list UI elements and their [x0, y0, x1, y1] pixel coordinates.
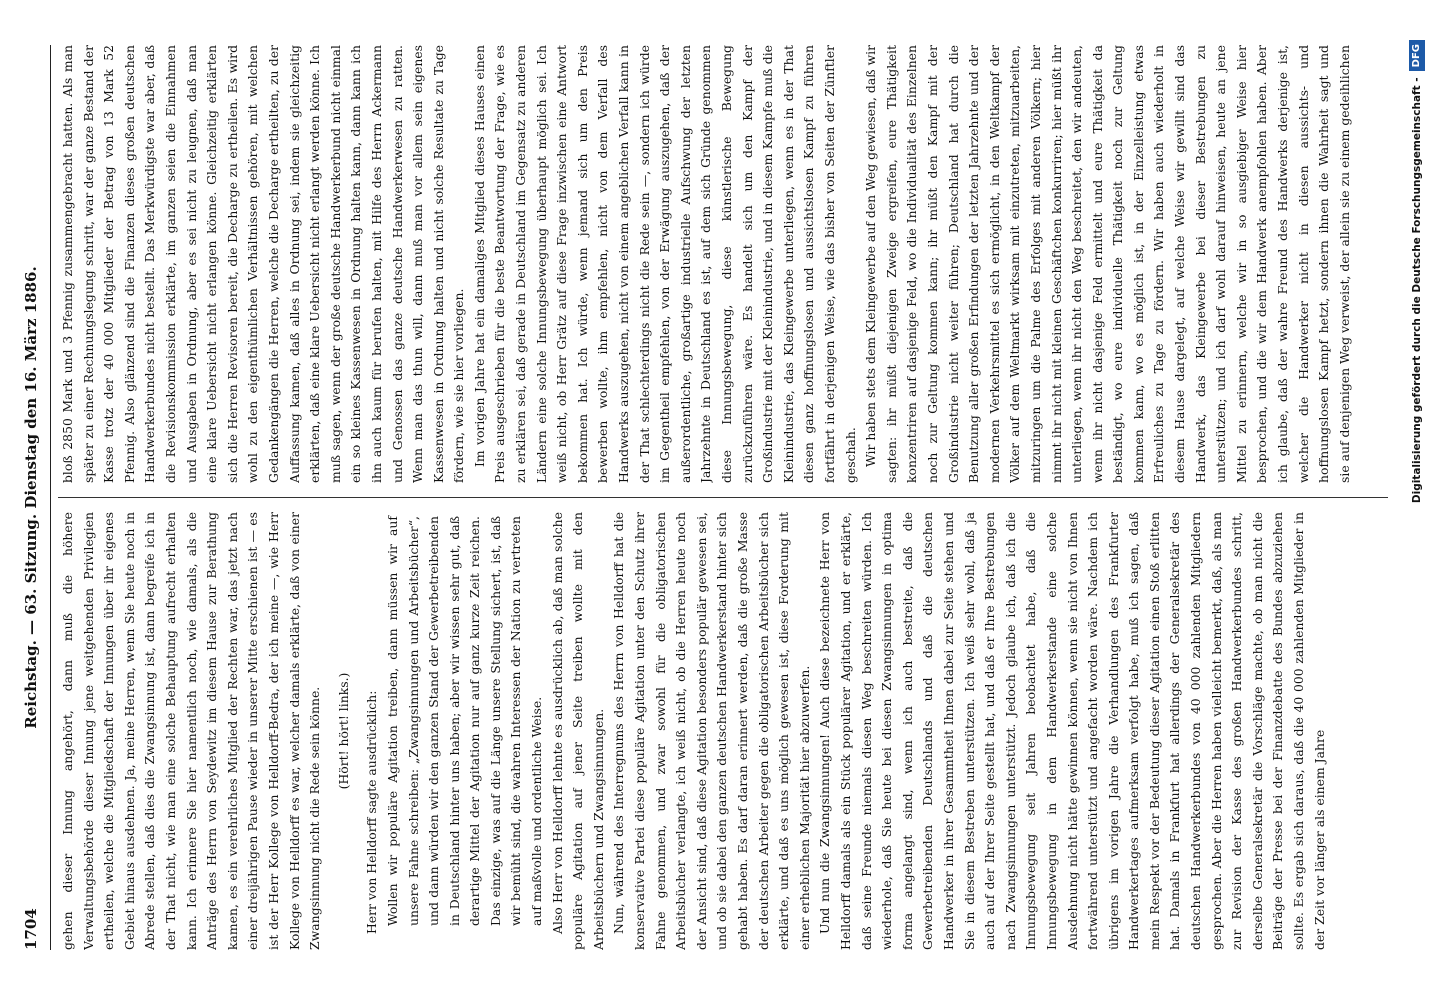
digitization-credit: [1402, 40, 1428, 980]
session-title: Reichstag. — 63. Sitzung. Dienstag den 16. März 1886.: [22, 266, 40, 729]
left-column: [58, 512, 1388, 950]
credit-text: Digitalisierung gefördert durch die Deutsche Forschungsgemeinschaft -: [1411, 77, 1423, 504]
paragraph: Wir haben stets dem Kleingewerbe auf den Weg gewiesen, daß wir sagten: ihr müßt diejenigen Zweige ergreifen, eure Thätigkeit konzentriren auf dasjenige Feld, wo die Individualität des Einzelnen noch zur Geltung kommen kann; ihr müßt den Kampf mit der Großindustrie nicht weiter führen; Deutschland hat durch die Benutzung aller großen Erfindungen der letzten Jahrzehnte und der modernen Verkehrsmittel es sich ermöglicht, in den Weltkampf der Völker auf dem Weltmarkt wirksam mit einzutreten, mitzuarbeiten, mitzuringen um die Palme des Erfolges mit anderen Völkern; hier nimmt ihr nicht mit kleinen Geschäftchen konkurriren; hier müßt ihr unterliegen, wenn ihr nicht den Weg beschreitet, den wir andeuten, wenn ihr nicht dasjenige Feld ermittelt und eure Thätigkeit da beständigt, wo eure individuelle Thätigkeit noch zur Geltung kommen kann, wo es möglich ist, in der Einzelleistung etwas Erfreuliches zu Tage zu fördern. Wir haben auch wiederholt in diesem Hause dargelegt, auf welche Weise wir gewillt sind das Handwerk, das Kleingewerbe bei dieser Bestrebungen zu unterstützen; und ich darf wohl darauf hinweisen, heute an jene Mittel zu erinnern, welche wir in so ausgiebiger Weise hier besprochen, und die wir dem Handwerk anempfohlen haben. Aber ich glaube, daß der wahre Freund des Handwerks derjenige ist, welcher die Handwerker nicht in diesen aussichts- und hoffnungslosen Kampf hetzt, sondern ihnen die Wahrheit sagt und sie auf denjenigen Weg verweist, der allein sie zu einem gedeihlichen: [863, 45, 1352, 483]
document-page: [18, 45, 1388, 950]
paragraph: Und nun die Zwangsinnungen! Auch diese bezeichnete Herr von Helldorff damals als ein Stück populärer Agitation, und er erklärte, daß seine Freunde niemals diesen Weg beschreiten würden. Ich wiederhole, daß Sie heute bei diesen Zwangsinnungen in optima forma angelangt sind, wenn ich auch bestreite, daß die Gewerbetreibenden Deutschlands und daß die deutschen Handwerker in ihrer Gesammtheit Ihnen dabei zur Seite stehen und Sie in diesem Bestreben unterstützen. Ich weiß sehr wohl, daß ja auch auf der Ihrer Seite gestellt hat, und daß er Ihre Bestrebungen nach Zwangsinnungen unterstützt. Jedoch glaube ich, daß ich die Innungsbewegung seit Jahren beobachtet habe, daß die Innungsbewegung in dem Handwerkerstande eine solche Ausdehnung nicht hätte gewinnen können, wenn sie nicht von Ihnen fortwährend unterstützt und angefacht worden wäre. Nachdem ich übrigens im vorigen Jahre die Verhandlungen des Frankfurter Handwerkertages aufmerksam verfolgt habe, muß ich sagen, daß mein Respekt vor der Bedeutung dieser Agitation einen Stoß erlitten hat. Damals in Frankfurt hat allerdings der Generalsekretär des deutschen Handwerkerbundes von 40 000 zahlenden Mitgliedern gesprochen. Aber die Herren haben vielleicht bemerkt, daß, als man zur Revision der Kasse des großen Handwerkerbundes schritt, derselbe Generalsekretär die Vorschläge machte, ob man nicht die Beiträge der Presse bei der Finanzdebatte des Bundes abzuziehen sollte. Es ergab sich daraus, daß die 40 000 zahlenden Mitglieder in der Zeit vor länger als einem Jahre: [817, 512, 1327, 950]
page-number: 1704: [22, 908, 40, 950]
paragraph: Im vorigen Jahre hat ein damaliges Mitglied dieses Hauses einen Preis ausgeschrieben für die beste Beantwortung der Frage, wie es zu erklären sei, daß gerade in Deutschland im Gegensatz zu anderen Ländern eine solche Innungsbewegung überhaupt möglich sei. Ich weiß nicht, ob Herr Grätz auf diese Frage inzwischen eine Antwort bekommen hat. Ich würde, wenn jemand sich um den Preis bewerben wollte, ihm empfehlen, nicht von dem Verfall des Handwerks auszugehen, nicht von einem angeblichen Verfall kann in der That schlechterdings nicht die Rede sein —, sondern ich würde im Gegentheil empfehlen, von der Erwägung auszugehen, daß der außerordentliche, großartige industrielle Aufschwung der letzten Jahrzehnte in Deutschland es ist, auf dem sich Gründe genommen diese Innungsbewegung, diese künstlerische Bewegung zurückzuführen wäre. Es handelt sich um den Kampf der Großindustrie mit der Kleinindustrie, und in diesem Kampfe muß die Kleinindustrie, das Kleingewerbe unterliegen, wenn es in der That diesen ganz hoffnungslosen und aussichtslosen Kampf zu führen fortfährt in derjenigen Weise, wie das bisher von Seiten der Zünftler geschah.: [471, 45, 858, 483]
text-columns: [58, 45, 1388, 950]
paragraph: gehen dieser Innung angehört, dann muß die höhere Verwaltungsbehörde dieser Innung jene weitgehenden Privilegien ertheilen, welche die Mitgliedschaft der Innungen über ihr eigenes Gebiet hinaus ausdehnen. Ja, meine Herren, wenn Sie heute noch in Abrede stellen, daß dies die Zwangsinnung ist, dann begreife ich in der That nicht, wie man eine solche Behauptung aufrecht erhalten kann. Ich erinnere Sie hier namentlich noch, wie damals, als die Anträge des Herrn von Seydewitz im diesem Hause zur Berathung kamen, es ein verehrliches Mitglied der Rechten war, das jetzt nach einer dreijährigen Pause wieder in unserer Mitte erschienen ist — es ist der Herr Kollege von Helldorff-Bedra, der ich meine —, wie Herr Kollege von Helldorff es war, welcher damals erklärte, daß von einer Zwangsinnung nicht die Rede sein könne.: [60, 512, 323, 950]
paragraph: Nun, während des Interregnums des Herrn von Helldorff hat die konservative Partei diese populäre Agitation unter den Schutz ihrer Fahne genommen, und zwar sowohl für die obligatorischen Arbeitsbücher verlangte, ich weiß nicht, ob die Herren heute noch der Ansicht sind, daß diese Agitation besonders populär gewesen sei, und ob sie dabei den ganzen deutschen Handwerkerstand hinter sich gehabt haben. Es darf daran erinnert werden, daß die große Masse der deutschen Arbeiter gegen die obligatorischen Arbeitsbücher sich erklärte, und daß es uns möglich gewesen ist, diese Forderung mit einer erheblichen Majorität hier abzuwerfen.: [611, 512, 812, 950]
column-divider: [58, 497, 1388, 498]
paragraph: Herr von Helldorff sagte ausdrücklich:: [364, 690, 380, 934]
right-column: [58, 45, 1388, 483]
running-head: [18, 45, 48, 950]
dfg-logo: DFG: [1409, 40, 1425, 71]
header-rule: [50, 45, 51, 950]
paragraph: Also Herr von Helldorff lehnte es ausdrücklich ab, daß man solche populäre Agitation auf jener Seite treiben wollte mit den Arbeitsbüchern und Zwangsinnungen.: [549, 512, 606, 950]
interjection: (Hört! hört! links.): [335, 672, 351, 790]
paragraph: bloß 2850 Mark und 3 Pfennig zusammengebracht hatten. Als man später zu einer Rechnungslegung schritt, war der ganze Bestand der Kasse trotz der 40 000 Mitglieder der Betrag von 13 Mark 52 Pfennig. Also glänzend sind die Finanzen dieses großen deutschen Handwerkerbundes nicht bestellt. Das Merkwürdigste war aber, daß die Revisionskommission erklärte, im ganzen seien die Einnahmen und Ausgaben in Ordnung, aber es sei nicht zu leugnen, daß man eine klare Uebersicht nicht erlangen könne. Gleichzeitig erklärten sich die Herren Revisoren bereit, die Decharge zu ertheilen. Es wird wohl zu den eigenthümlichen Verhältnissen gehören, mit welchen Gedankengängen die Herren, welche die Decharge ertheilten, zu der Auffassung kamen, daß alles in Ordnung sei, indem sie gleichzeitig erklärten, daß eine klare Uebersicht nicht erlangt werden könne. Ich muß sagen, wenn der große deutsche Handwerkerbund nicht einmal ein so kleines Kassenwesen in Ordnung halten kann, dann kann ich ihn auch kaum für berufen halten, mit Hilfe des Herrn Ackermann und Genossen das ganze deutsche Handwerkerwesen zu ratten. Wenn man das thun will, dann muß man vor allem sein eigenes Kassenwesen in Ordnung halten und nicht solche Resultate zu Tage fördern, wie sie hier vorliegen.: [60, 45, 467, 483]
quotation: Wollen wir populäre Agitation treiben, dann müssen wir auf unsere Fahne schreiben: „Zwangsinnungen und Arbeitsbücher“, und dann würden wir den ganzen Stand der Gewerbetreibenden in Deutschland hinter uns haben; aber wir wissen sehr gut, daß derartige Mittel der Agitation nur auf ganz kurze Zeit reichen. Das einzige, was auf die Länge unsere Stellung sichert, ist, daß wir bemüht sind, die wahren Interessen der Nation zu vertreten auf maßvolle und ordentliche Weise.: [384, 516, 545, 926]
